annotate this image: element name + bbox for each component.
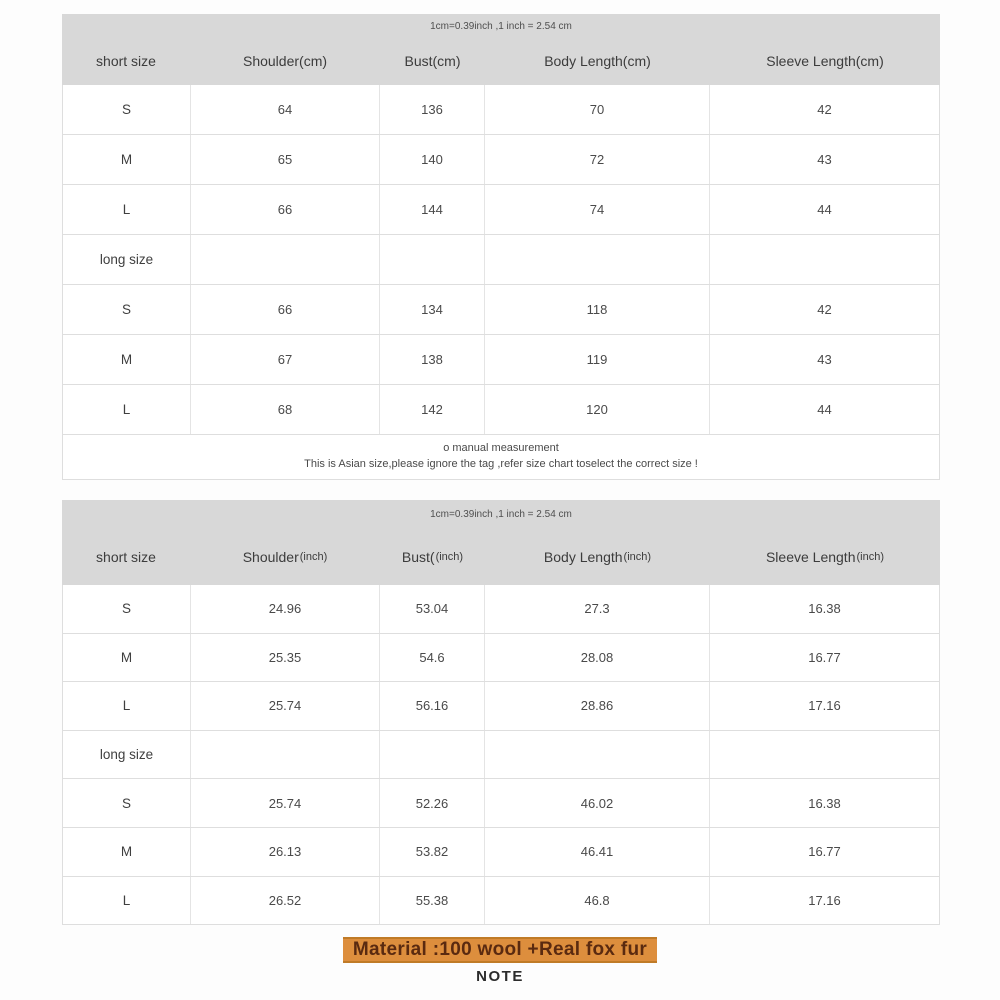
column-header-label: Shoulder(cm) [242, 53, 328, 69]
value-cell: 67 [191, 335, 380, 384]
value-cell: 26.52 [191, 877, 380, 925]
value-cell: 54.6 [380, 634, 485, 682]
material-row [0, 937, 1000, 963]
column-header [710, 37, 940, 85]
material-highlight: Material :100 wool +Real fox fur [343, 937, 657, 963]
value-cell: 42 [817, 302, 832, 317]
column-header [62, 37, 190, 85]
column-header-unit: (inch) [435, 550, 464, 563]
table-row [63, 731, 939, 780]
value-cell: 64 [191, 85, 380, 134]
table-row [63, 135, 939, 185]
value-cell: 65 [191, 135, 380, 184]
column-header-unit: (inch) [299, 550, 328, 563]
value-cell [191, 235, 380, 284]
value-cell: 46.41 [485, 828, 710, 876]
column-header [710, 528, 940, 585]
table-row [63, 877, 939, 926]
value-cell: 44 [817, 402, 832, 417]
column-header [62, 528, 190, 585]
value-cell: 53.04 [380, 585, 485, 633]
column-header-label: Sleeve Length [765, 548, 856, 565]
value-cell: 118 [485, 285, 710, 334]
value-cell: 24.96 [191, 585, 380, 633]
value-cell [191, 731, 380, 779]
value-cell: 74 [485, 185, 710, 234]
value-cell: 25.35 [191, 634, 380, 682]
value-cell: 46.8 [485, 877, 710, 925]
value-cell: 56.16 [380, 682, 485, 730]
value-cell: 144 [380, 185, 485, 234]
value-cell: 136 [380, 85, 485, 134]
value-cell: 66 [191, 285, 380, 334]
cm-table-header-band [62, 14, 940, 85]
size-label-cell: M [63, 634, 191, 682]
inch-table-body [62, 585, 940, 925]
column-header-label: Body Length [543, 548, 623, 565]
cm-table-body [62, 85, 940, 435]
table-row [63, 285, 939, 335]
size-label-cell: L [63, 682, 191, 730]
value-cell: 16.77 [808, 844, 841, 860]
table-gap [0, 480, 1000, 500]
size-label-cell: S [63, 585, 191, 633]
value-cell [380, 731, 485, 779]
size-label-cell: long size [63, 731, 191, 779]
value-cell: 25.74 [191, 682, 380, 730]
size-label-cell: M [63, 335, 191, 384]
column-header [380, 37, 485, 85]
cutoff-note [0, 968, 1000, 986]
column-header-label: short size [96, 548, 156, 565]
column-header [485, 37, 710, 85]
size-label-cell: S [63, 85, 191, 134]
value-cell: 134 [380, 285, 485, 334]
column-header [485, 528, 710, 585]
size-label-cell: M [63, 135, 191, 184]
table-row [63, 335, 939, 385]
size-label-cell: M [63, 828, 191, 876]
value-cell: 16.77 [808, 649, 841, 665]
value-cell: 27.3 [485, 585, 710, 633]
footnote-manual-measurement: o manual measurement [443, 442, 559, 454]
value-cell: 119 [485, 335, 710, 384]
value-cell: 25.74 [191, 779, 380, 827]
cm-header-row [62, 37, 940, 85]
column-header-label: Shoulder [242, 548, 299, 565]
column-header-unit: (inch) [623, 550, 652, 563]
value-cell: 140 [380, 135, 485, 184]
conversion-note-cm: 1cm=0.39inch ,1 inch = 2.54 cm [430, 21, 572, 32]
value-cell: 68 [191, 385, 380, 434]
size-table-inch [62, 500, 940, 925]
table-row [63, 235, 939, 285]
cutoff-note-text: NOTE [476, 968, 524, 986]
table-row [63, 682, 939, 731]
table-row [63, 85, 939, 135]
column-header-label: Bust( [401, 548, 435, 565]
value-cell: 26.13 [191, 828, 380, 876]
value-cell: 28.86 [485, 682, 710, 730]
column-header-unit: (inch) [856, 550, 885, 563]
value-cell: 66 [191, 185, 380, 234]
cm-table-footnotes [62, 435, 940, 480]
column-header [190, 37, 380, 85]
size-label-cell: L [63, 385, 191, 434]
value-cell: 142 [380, 385, 485, 434]
footnote-asian-size: This is Asian size,please ignore the tag ,refer size chart toselect the correct size ! [304, 458, 698, 470]
inch-header-row [62, 528, 940, 585]
table-row [63, 634, 939, 683]
table-row [63, 585, 939, 634]
value-cell: 43 [817, 352, 832, 367]
value-cell: 70 [485, 85, 710, 134]
value-cell [710, 731, 939, 779]
size-table-cm [62, 14, 940, 480]
value-cell [380, 235, 485, 284]
value-cell [485, 731, 710, 779]
column-header-label: Sleeve Length(cm) [766, 53, 884, 69]
value-cell: 120 [485, 385, 710, 434]
table-row [63, 185, 939, 235]
value-cell: 16.38 [808, 795, 841, 811]
value-cell: 16.38 [808, 601, 841, 617]
value-cell: 17.16 [808, 892, 841, 908]
value-cell: 44 [817, 202, 832, 217]
table-row [63, 385, 939, 435]
value-cell: 55.38 [380, 877, 485, 925]
column-header-label: Bust(cm) [404, 53, 461, 69]
value-cell: 42 [817, 102, 832, 117]
top-margin [0, 0, 1000, 14]
size-label-cell: S [63, 285, 191, 334]
value-cell: 17.16 [808, 698, 841, 714]
inch-table-header-band [62, 500, 940, 585]
value-cell: 138 [380, 335, 485, 384]
value-cell [710, 235, 939, 284]
column-header [190, 528, 380, 585]
table-row [63, 779, 939, 828]
value-cell: 53.82 [380, 828, 485, 876]
size-label-cell: S [63, 779, 191, 827]
conversion-note-inch: 1cm=0.39inch ,1 inch = 2.54 cm [430, 509, 572, 520]
table-row [63, 828, 939, 877]
value-cell: 43 [817, 152, 832, 167]
size-label-cell: L [63, 185, 191, 234]
size-label-cell: L [63, 877, 191, 925]
column-header-label: short size [96, 53, 156, 69]
value-cell: 46.02 [485, 779, 710, 827]
column-header [380, 528, 485, 585]
size-label-cell: long size [63, 235, 191, 284]
value-cell: 52.26 [380, 779, 485, 827]
value-cell [485, 235, 710, 284]
value-cell: 28.08 [485, 634, 710, 682]
column-header-label: Body Length(cm) [544, 53, 651, 69]
value-cell: 72 [485, 135, 710, 184]
